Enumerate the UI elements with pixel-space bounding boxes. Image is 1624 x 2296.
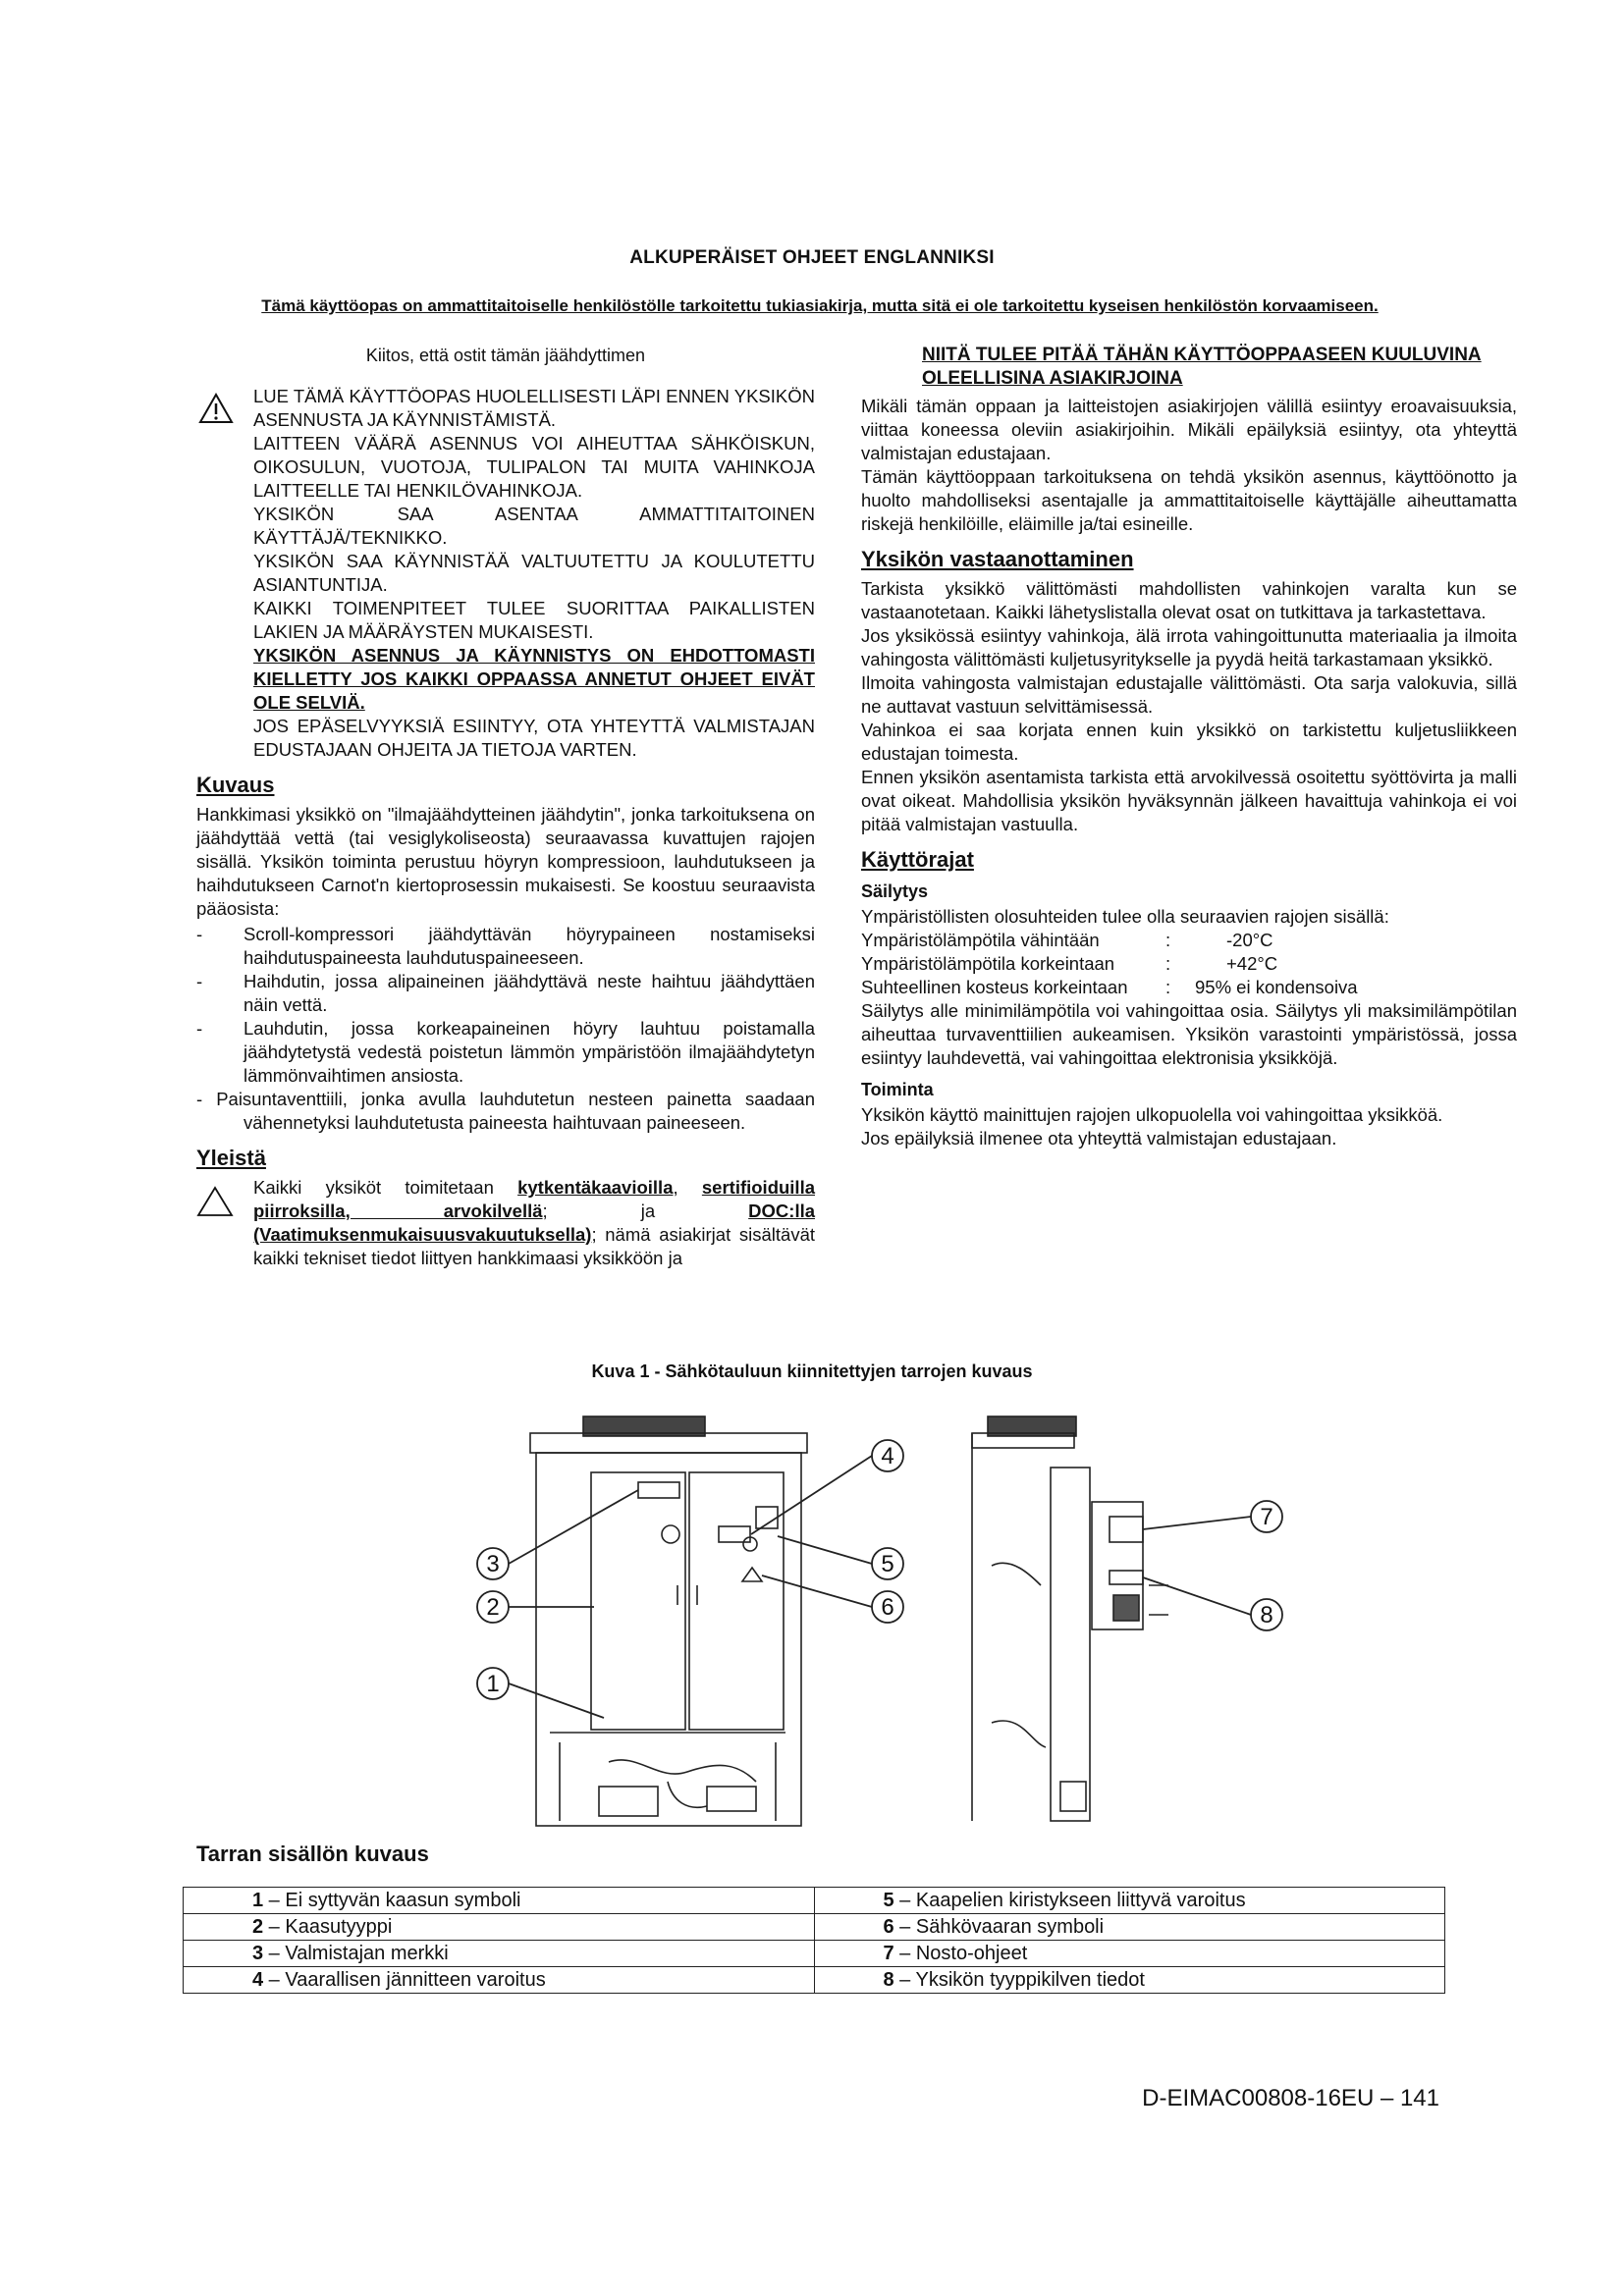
table-cell bbox=[184, 1967, 815, 1994]
label-text: – Kaapelien kiristykseen liittyvä varoitus bbox=[893, 1890, 1246, 1911]
limit-value: 95% ei kondensoiva bbox=[1195, 977, 1358, 997]
label-number: 2 bbox=[252, 1916, 264, 1938]
label-text: – Ei syttyvän kaasun symboli bbox=[263, 1890, 521, 1911]
callout-7 bbox=[1143, 1501, 1282, 1532]
general-text: , bbox=[673, 1177, 702, 1198]
list-item: - Haihdutin, jossa alipaineinen jäähdyttävä neste haihtuu jäähdyttäen näin vettä. bbox=[196, 970, 815, 1017]
receiving-paragraph: Jos yksikössä esiintyy vahinkoja, älä irrota vahingoittunutta materiaalia ja ilmoita vahingosta välittömästi kuljetusyritykselle ja pyydä heitä tarkastamaan yksikkö. bbox=[861, 625, 1517, 669]
svg-text:4: 4 bbox=[881, 1443, 894, 1469]
label-text: – Yksikön tyyppikilven tiedot bbox=[893, 1969, 1145, 1991]
page-footer: D-EIMAC00808-16EU – 141 bbox=[1142, 2085, 1439, 2111]
storage-heading: Säilytys bbox=[861, 881, 929, 901]
limit-value: +42°C bbox=[1226, 953, 1278, 974]
general-doc-link: kytkentäkaavioilla bbox=[517, 1177, 674, 1198]
limit-label: Ympäristölämpötila vähintään bbox=[861, 930, 1100, 950]
callout-3 bbox=[477, 1490, 638, 1579]
receiving-paragraph: Ennen yksikön asentamista tarkista että arvokilvessä osoitettu syöttövirta ja malli ovat oikeat. Mahdollisia yksikön hyväksynnän jälkeen havaittuja vahinkoja ei voi pitää valmistajan vastuulla. bbox=[861, 767, 1517, 834]
limit-row bbox=[861, 929, 1517, 952]
limit-separator: : bbox=[1165, 953, 1171, 974]
general-doc-link: DOC:lla (Vaatimuksenmukaisuusvakuutuksella) bbox=[253, 1201, 816, 1245]
table-cell bbox=[184, 1888, 815, 1914]
label-text: – Vaarallisen jännitteen varoitus bbox=[263, 1969, 546, 1991]
limit-separator: : bbox=[1165, 977, 1171, 997]
general-info bbox=[196, 1176, 815, 1270]
table-cell bbox=[184, 1941, 815, 1967]
table-row bbox=[184, 1888, 1445, 1914]
table-cell bbox=[184, 1914, 815, 1941]
section-heading-vastaanotto: Yksikön vastaanottaminen bbox=[861, 547, 1134, 571]
svg-text:3: 3 bbox=[486, 1551, 500, 1577]
general-text: ; ja bbox=[542, 1201, 749, 1221]
label-number: 5 bbox=[883, 1890, 894, 1911]
list-item: - Lauhdutin, jossa korkeapaineinen höyry lauhtuu poistamalla jäähdytetystä vedestä poistetun lämmön ympäristöön ilmajäähdytetyn lämmönvaihtimen ansiosta. bbox=[196, 1017, 815, 1088]
right-paragraph: Tämän käyttöoppaan tarkoituksena on tehdä yksikön asennus, käyttöönotto ja huolto mahdolliseksi asentajalle ja ammattitaitoiselle käyttäjälle aiheuttamatta riskejä henkilöille, eläimille ja/tai esineille. bbox=[861, 466, 1517, 534]
table-cell bbox=[814, 1914, 1445, 1941]
limit-row bbox=[861, 952, 1517, 976]
caution-triangle-icon bbox=[196, 1186, 234, 1217]
callout-1 bbox=[477, 1668, 604, 1718]
svg-text:5: 5 bbox=[881, 1551, 894, 1577]
list-item: - Scroll-kompressori jäähdyttävän höyrypaineen nostamiseksi haihdutuspaineesta lauhdutuspaineeseen. bbox=[196, 923, 815, 970]
label-text: – Sähkövaaran symboli bbox=[893, 1916, 1105, 1938]
general-doc-link: sertifioiduilla piirroksilla, arvokilvellä bbox=[253, 1177, 816, 1221]
label-text: – Nosto-ohjeet bbox=[893, 1943, 1028, 1964]
section-heading-rajat: Käyttörajat bbox=[861, 847, 974, 872]
storage-intro: Ympäristöllisten olosuhteiden tulee olla seuraavien rajojen sisällä: bbox=[861, 906, 1389, 927]
figure-caption: Kuva 1 - Sähkötauluun kiinnitettyjen tarrojen kuvaus bbox=[591, 1362, 1033, 1381]
unit-front-view bbox=[530, 1416, 807, 1826]
limit-label: Suhteellinen kosteus korkeintaan bbox=[861, 977, 1128, 997]
list-item-last: - Paisuntaventtiili, jonka avulla lauhdutetun nesteen painetta saadaan vähennetyksi lauhdutetusta paineesta haihtuvaan paineeseen. bbox=[196, 1089, 815, 1133]
operation-paragraph: Jos epäilyksiä ilmenee ota yhteyttä valmistajan edustajaan. bbox=[861, 1128, 1337, 1148]
document-title: ALKUPERÄISET OHJEET ENGLANNIKSI bbox=[629, 247, 995, 268]
operation-paragraph: Yksikön käyttö mainittujen rajojen ulkopuolella voi vahingoittaa yksikköä. bbox=[861, 1104, 1443, 1125]
warning-paragraph: LAITTEEN VÄÄRÄ ASENNUS VOI AIHEUTTAA SÄHKÖISKUN, OIKOSULUN, VUOTOJA, TULIPALON TAI MUITA VAHINKOJA LAITTEELLE TAI HENKILÖVAHINKOJA. bbox=[253, 433, 815, 501]
table-row bbox=[184, 1914, 1445, 1941]
label-number: 1 bbox=[252, 1890, 264, 1911]
label-number: 6 bbox=[883, 1916, 894, 1938]
limit-row bbox=[861, 976, 1517, 999]
electrical-panel-figure bbox=[461, 1389, 1296, 1850]
receiving-paragraph: Tarkista yksikkö välittömästi mahdollisten vahinkojen varalta kun se vastaanotetaan. Kaikki lähetyslistalla olevat osat on tutkittava ja tarkastettava. bbox=[861, 578, 1517, 622]
warning-paragraph: LUE TÄMÄ KÄYTTÖOPAS HUOLELLISESTI LÄPI ENNEN YKSIKÖN ASENNUSTA JA KÄYNNISTÄMISTÄ. bbox=[253, 386, 815, 430]
label-text: – Valmistajan merkki bbox=[263, 1943, 449, 1964]
operation-heading: Toiminta bbox=[861, 1080, 934, 1099]
callout-4 bbox=[751, 1440, 903, 1534]
limit-separator: : bbox=[1165, 930, 1171, 950]
unit-side-view bbox=[972, 1416, 1168, 1821]
component-list bbox=[196, 923, 815, 1088]
table-row bbox=[184, 1941, 1445, 1967]
label-number: 3 bbox=[252, 1943, 264, 1964]
warning-triangle-icon bbox=[198, 393, 234, 424]
table-cell bbox=[814, 1967, 1445, 1994]
warning-paragraph: YKSIKÖN SAA ASENTAA AMMATTITAITOINEN KÄYTTÄJÄ/TEKNIKKO. bbox=[253, 504, 815, 548]
label-table bbox=[183, 1887, 1445, 1994]
label-text: – Kaasutyyppi bbox=[263, 1916, 393, 1938]
right-column bbox=[861, 344, 1517, 1150]
section-heading-kuvaus: Kuvaus bbox=[196, 773, 275, 797]
label-number: 8 bbox=[883, 1969, 894, 1991]
label-number: 7 bbox=[883, 1943, 894, 1964]
receiving-paragraph: Ilmoita vahingosta valmistajan edustajalle välittömästi. Ota sarja valokuvia, sillä ne auttavat vastuun selvittämisessä. bbox=[861, 672, 1517, 717]
svg-text:1: 1 bbox=[486, 1671, 500, 1697]
label-table-title: Tarran sisällön kuvaus bbox=[196, 1842, 429, 1866]
callout-5 bbox=[778, 1536, 903, 1579]
svg-text:6: 6 bbox=[881, 1594, 894, 1621]
warning-paragraph-emphasis: YKSIKÖN ASENNUS JA KÄYNNISTYS ON EHDOTTOMASTI KIELLETTY JOS KAIKKI OPPAASSA ANNETUT OHJEET EIVÄT OLE SELVIÄ. bbox=[253, 645, 815, 713]
documents-heading: NIITÄ TULEE PITÄÄ TÄHÄN KÄYTTÖOPPAASEEN KUULUVINA OLEELLISINA ASIAKIRJOINA bbox=[922, 345, 1482, 389]
limit-label: Ympäristölämpötila korkeintaan bbox=[861, 953, 1115, 974]
general-text: Kaikki yksiköt toimitetaan bbox=[253, 1177, 518, 1198]
section-heading-yleista: Yleistä bbox=[196, 1146, 266, 1170]
general-text: ; nämä asiakirjat sisältävät kaikki tekniset tiedot liittyen hankkimaasi yksikköön ja bbox=[253, 1224, 815, 1268]
safety-warning bbox=[196, 385, 815, 762]
svg-text:2: 2 bbox=[486, 1594, 500, 1621]
table-cell bbox=[814, 1888, 1445, 1914]
warning-paragraph: KAIKKI TOIMENPITEET TULEE SUORITTAA PAIKALLISTEN LAKIEN JA MÄÄRÄYSTEN MUKAISESTI. bbox=[253, 598, 815, 642]
table-row bbox=[184, 1967, 1445, 1994]
thanks-line: Kiitos, että ostit tämän jäähdyttimen bbox=[365, 346, 646, 365]
left-column bbox=[196, 344, 815, 1270]
right-paragraph: Mikäli tämän oppaan ja laitteistojen asiakirjojen välillä esiintyy eroavaisuuksia, viittaa koneessa oleviin asiakirjoihin. Mikäli epäilyksiä esiintyy, ota yhteyttä valmistajan edustajaan. bbox=[861, 396, 1517, 463]
receiving-paragraph: Vahinkoa ei saa korjata ennen kuin yksikkö on tarkistettu kuljetusliikkeen edustajan toimesta. bbox=[861, 720, 1517, 764]
label-number: 4 bbox=[252, 1969, 264, 1991]
svg-text:8: 8 bbox=[1260, 1602, 1273, 1629]
svg-text:7: 7 bbox=[1260, 1504, 1273, 1530]
storage-limits bbox=[861, 929, 1517, 999]
limit-value: -20°C bbox=[1226, 930, 1273, 950]
callout-8 bbox=[1143, 1577, 1282, 1630]
warning-paragraph: YKSIKÖN SAA KÄYNNISTÄÄ VALTUUTETTU JA KOULUTETTU ASIANTUNTIJA. bbox=[253, 551, 815, 595]
general-paragraph bbox=[253, 1176, 815, 1270]
storage-text: Säilytys alle minimilämpötila voi vahingoittaa osia. Säilytys yli maksimilämpötilan aiheuttaa turvaventtiilien aukeamisen. Yksikön varastointi ympäristössä, jossa esiintyy lauhdevettä, vai vahingoittaa elektronisia yksikköjä. bbox=[861, 1000, 1517, 1068]
table-cell bbox=[814, 1941, 1445, 1967]
warning-paragraph: JOS EPÄSELVYYKSIÄ ESIINTYY, OTA YHTEYTTÄ VALMISTAJAN EDUSTAJAAN OHJEITA JA TIETOJA VARTEN. bbox=[253, 716, 815, 760]
kuvaus-intro: Hankkimasi yksikkö on "ilmajäähdytteinen jäähdytin", jonka tarkoituksena on jäähdyttää vettä (tai vesiglykoliseosta) seuraavassa kuvattujen rajojen sisällä. Yksikön toiminta perustuu höyryn kompressioon, lauhdutukseen ja haihdutukseen Carnot'n kiertoprosessin mukaisesti. Se koostuu seuraavista pääosista: bbox=[196, 804, 815, 919]
document-subtitle: Tämä käyttöopas on ammattitaitoiselle henkilöstölle tarkoitettu tukiasiakirja, mutta sitä ei ole tarkoitettu kyseisen henkilöstön korvaamiseen. bbox=[261, 296, 1379, 315]
